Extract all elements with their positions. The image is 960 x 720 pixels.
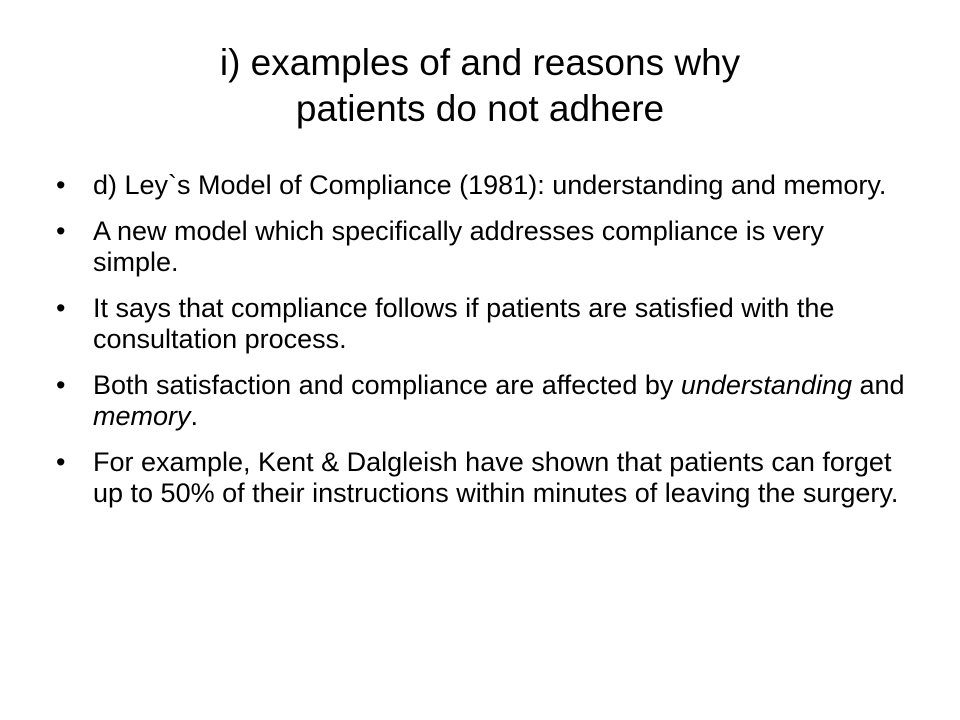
bullet-item-kent-dalgleish [56, 447, 916, 509]
bullet-item-satisfaction [56, 293, 916, 355]
slide-title-line-1: i) examples of and reasons why [219, 42, 741, 83]
bullet-text: A new model which specifically addresses compliance is very simple. [93, 216, 824, 277]
slide-title [60, 40, 900, 132]
bullet-text: It says that compliance follows if patients are satisfied with the consultation process. [93, 293, 835, 354]
bullet-item-ley-model [56, 170, 916, 201]
bullet-marker: • [56, 447, 66, 477]
emphasis-understanding: understanding [680, 370, 852, 400]
bullet-text: For example, Kent & Dalgleish have shown that patients can forget up to 50% of their instructions within minutes of leaving the surgery. [93, 447, 899, 508]
slide-title-line-2: patients do not adhere [295, 88, 665, 129]
bullet-item-understanding-memory [56, 370, 916, 432]
emphasis-memory: memory [93, 401, 191, 431]
bullet-item-new-model [56, 216, 916, 278]
bullet-marker: • [56, 216, 66, 246]
bullet-list [56, 170, 916, 524]
bullet-marker: • [56, 293, 66, 323]
bullet-text [93, 370, 905, 431]
bullet-marker: • [56, 370, 66, 400]
bullet-marker: • [56, 170, 66, 200]
bullet-text-before: Both satisfaction and compliance are affected by [93, 370, 681, 400]
bullet-text: d) Ley`s Model of Compliance (1981): understanding and memory. [93, 170, 887, 200]
bullet-text-after: . [190, 401, 199, 431]
bullet-text-middle: and [852, 370, 905, 400]
